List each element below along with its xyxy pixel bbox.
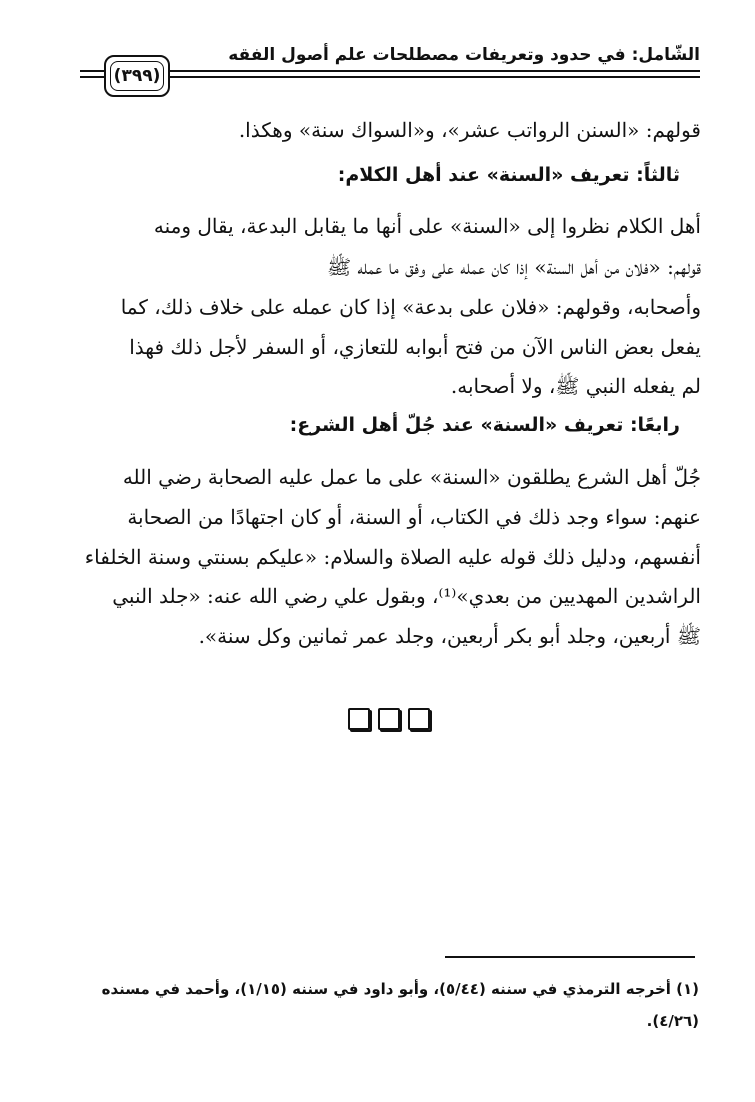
square-ornament-icon [378,708,400,730]
body-line: أهل الكلام نظروا إلى «السنة» على أنها ما يقابل البدعة، يقال ومنه [153,214,701,238]
body-line: أنفسهم، ودليل ذلك قوله عليه الصلاة والسلام: «عليكم بسنتي وسنة الخلفاء [84,545,701,569]
footnote-line: (٤/٢٦). [646,1012,699,1030]
body-line: الراشدين المهديين من بعدي»⁽¹⁾، وبقول علي رضي الله عنه: «جلد النبي [112,584,701,608]
running-title: الشّامل: في حدود وتعريفات مصطلحات علم أصول الفقه [228,45,700,65]
section-end-ornament [348,708,430,730]
square-ornament-icon [348,708,370,730]
header-rule-bottom [80,76,700,78]
body-line: قولهم: «فلان من أهل السنة» إذا كان عمله على وفق ما عمله ﷺ [326,255,701,279]
body-line: يفعل بعض الناس الآن من فتح أبوابه للتعازي، أو السفر لأجل ذلك فهذا [129,335,701,359]
body-line: عنهم: سواء وجد ذلك في الكتاب، أو السنة، أو كان اجتهادًا من الصحابة [127,505,701,529]
section-heading-4: رابعًا: تعريف «السنة» عند جُلّ أهل الشرع: [289,414,680,436]
body-line: جُلّ أهل الشرع يطلقون «السنة» على ما عمل عليه الصحابة رضي الله [122,465,701,489]
body-line: ﷺ أربعين، وجلد أبو بكر أربعين، وجلد عمر ثمانين وكل سنة». [198,624,701,648]
page-number-box [104,55,170,97]
square-ornament-icon [408,708,430,730]
body-line: لم يفعله النبي ﷺ، ولا أصحابه. [450,374,701,398]
footnote-line: (١) أخرجه الترمذي في سننه (٥/٤٤)، وأبو داود في سننه (١/١٥)، وأحمد في مسنده [101,980,699,998]
section-heading-3: ثالثاً: تعريف «السنة» عند أهل الكلام: [337,164,680,186]
header-rule-top [80,70,700,72]
footnote-rule [445,956,695,958]
body-line: وأصحابه، وقولهم: «فلان على بدعة» إذا كان عمله على خلاف ذلك، كما [120,295,701,319]
page-number: (٣٩٩) [110,61,164,91]
body-line: قولهم: «السنن الرواتب عشر»، و«السواك سنة» وهكذا. [238,118,701,142]
